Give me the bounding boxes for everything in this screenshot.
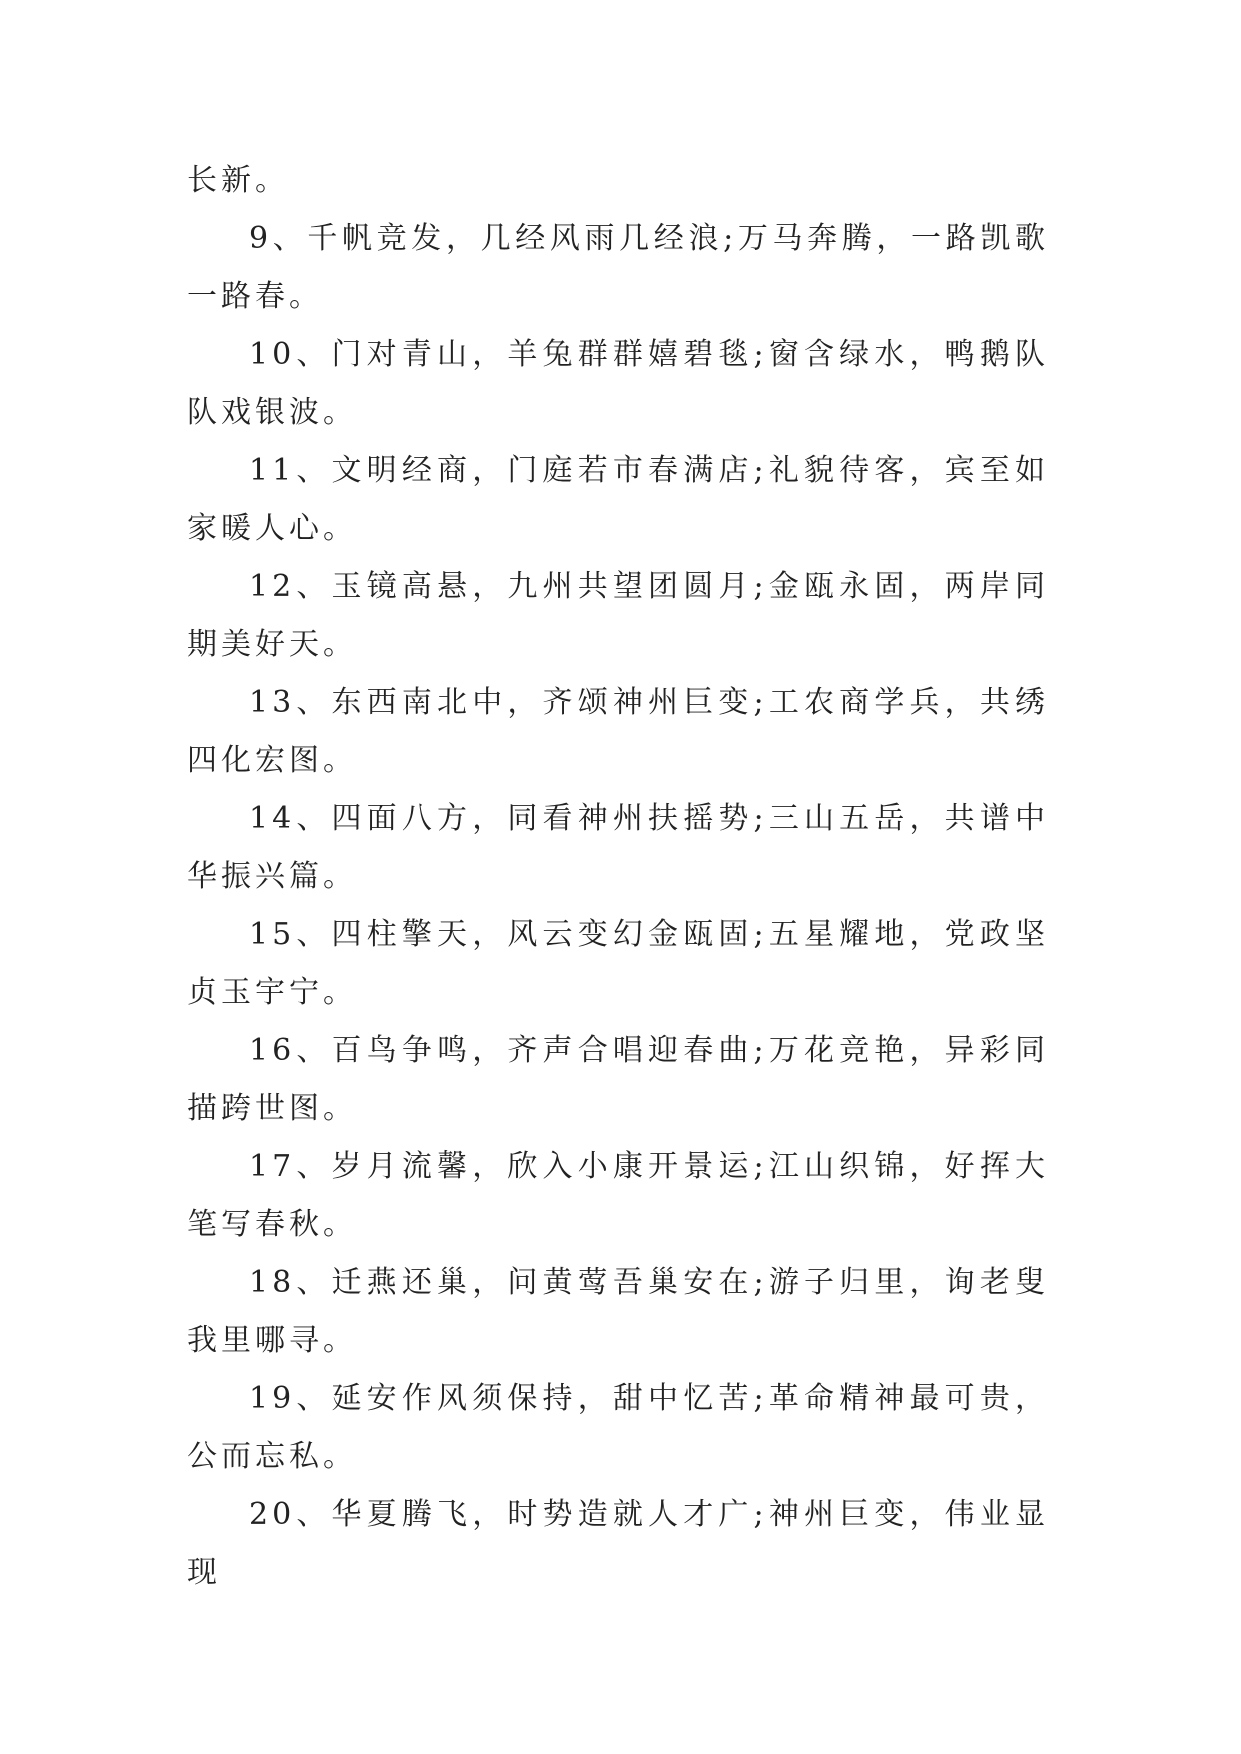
- paragraph-item-16: 16、百鸟争鸣，齐声合唱迎春曲;万花竞艳，异彩同描跨世图。: [187, 1033, 1049, 1126]
- paragraph-item-10: 10、门对青山，羊兔群群嬉碧毯;窗含绿水，鸭鹅队队戏银波。: [187, 337, 1049, 430]
- paragraph-continuation: 长新。: [187, 163, 289, 198]
- paragraph-item-14: 14、四面八方，同看神州扶摇势;三山五岳，共谱中华振兴篇。: [187, 801, 1049, 894]
- paragraph-item-18: 18、迁燕还巢，问黄莺吾巢安在;游子归里，询老叟我里哪寻。: [187, 1265, 1049, 1358]
- paragraph-item-13: 13、东西南北中，齐颂神州巨变;工农商学兵，共绣四化宏图。: [187, 685, 1049, 778]
- paragraph-item-17: 17、岁月流馨，欣入小康开景运;江山织锦，好挥大笔写春秋。: [187, 1149, 1049, 1242]
- paragraph-item-12: 12、玉镜高悬，九州共望团圆月;金瓯永固，两岸同期美好天。: [187, 569, 1049, 662]
- paragraph-item-20: 20、华夏腾飞，时势造就人才广;神州巨变，伟业显现: [187, 1497, 1049, 1590]
- paragraph-item-15: 15、四柱擎天，风云变幻金瓯固;五星耀地，党政坚贞玉宇宁。: [187, 917, 1049, 1010]
- paragraph-item-11: 11、文明经商，门庭若市春满店;礼貌待客，宾至如家暖人心。: [187, 453, 1049, 546]
- document-body: [187, 152, 1049, 1602]
- paragraph-item-9: 9、千帆竞发，几经风雨几经浪;万马奔腾，一路凯歌一路春。: [187, 221, 1049, 314]
- paragraph-item-19: 19、延安作风须保持，甜中忆苦;革命精神最可贵，公而忘私。: [187, 1381, 1049, 1474]
